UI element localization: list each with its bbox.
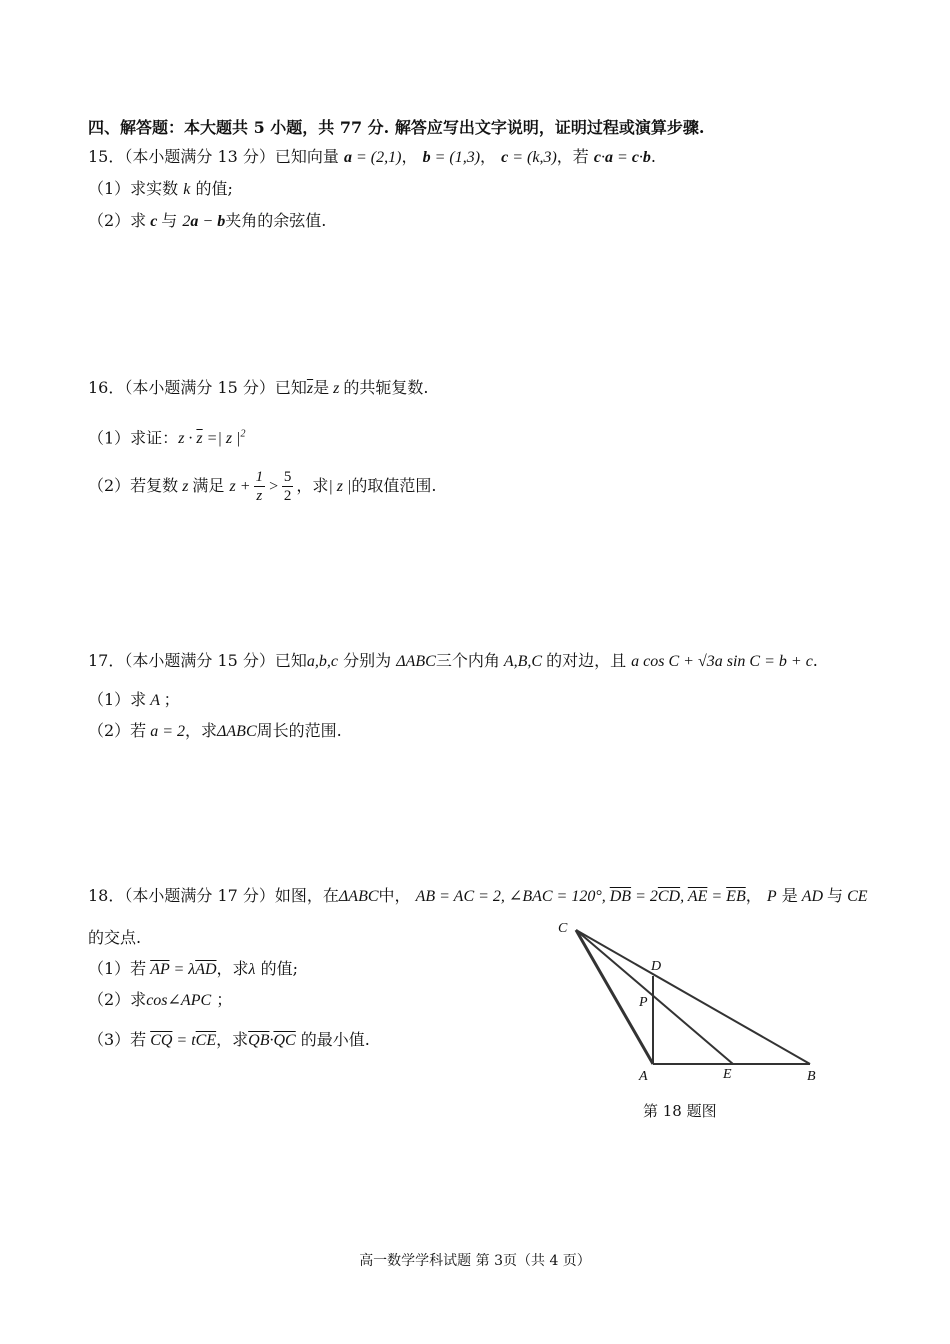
- label-b: B: [807, 1069, 816, 1084]
- q16-stem: 16．（本小题满分 15 分）已知$\overline{z}$是 z 的共轭复数.: [88, 378, 429, 397]
- q18-part2: （2）求cos∠APC ；: [88, 990, 233, 1009]
- q15-part1: （1）求实数 k 的值;: [88, 179, 233, 198]
- q15-part2: （2）求 c 与 2a − b夹角的余弦值.: [88, 211, 327, 230]
- q17-stem: 17．（本小题满分 15 分）已知a,b,c 分别为 ΔABC三个内角 A,B,C 的对边，且 a cos C + √3a sin C = b + c.: [88, 651, 818, 670]
- figure-caption: 第 18 题图: [643, 1102, 717, 1120]
- label-a: A: [639, 1069, 648, 1084]
- q17-part1: （1）求 A ；: [88, 690, 180, 709]
- q16-part2: （2）若复数 z 满足 z + $\frac{1}{z}$ > $\frac{5}{2}$ ，求| z |的取值范围.: [88, 469, 437, 504]
- q16-part1: （1）求证：$z \cdot \overline{z}$ =| z $|^2$: [88, 428, 246, 448]
- q18-part3: （3）若 $\overline{CQ} = t\overline{CE}$，求$\overline{QB}\cdot\overline{QC}$ 的最小值.: [88, 1030, 370, 1049]
- q17-part2: （2）若 a = 2，求ΔABC周长的范围.: [88, 721, 342, 740]
- q18-part1: （1）若 $\overline{AP} = \lambda\overline{AD}$，求λ 的值;: [88, 959, 298, 978]
- page-footer: 高一数学学科试题 第 3页（共 4 页）: [359, 1253, 591, 1269]
- q18-stem: 18．（本小题满分 17 分）如图，在ΔABC中， AB = AC = 2, ∠BAC = 120°, $\overline{DB} = 2\overline{CD}$, $\overline{AE} = \overline{EB}$， P 是 AD 与 CE: [88, 886, 868, 905]
- segment-ce: [576, 930, 733, 1064]
- triangle-figure: [540, 910, 840, 1090]
- segment-cb: [576, 930, 810, 1064]
- label-p: P: [639, 995, 648, 1010]
- q18-stem-line2: 的交点.: [88, 928, 142, 947]
- label-c: C: [558, 921, 568, 936]
- label-d: D: [651, 959, 662, 974]
- section-header: 四、解答题：本大题共 5 小题，共 77 分. 解答应写出文字说明，证明过程或演算步骤.: [88, 118, 705, 137]
- q15-stem: 15．（本小题满分 13 分）已知向量 a = (2,1)， b = (1,3)， c = (k,3)，若 c·a = c·b.: [88, 147, 657, 166]
- label-e: E: [723, 1067, 732, 1082]
